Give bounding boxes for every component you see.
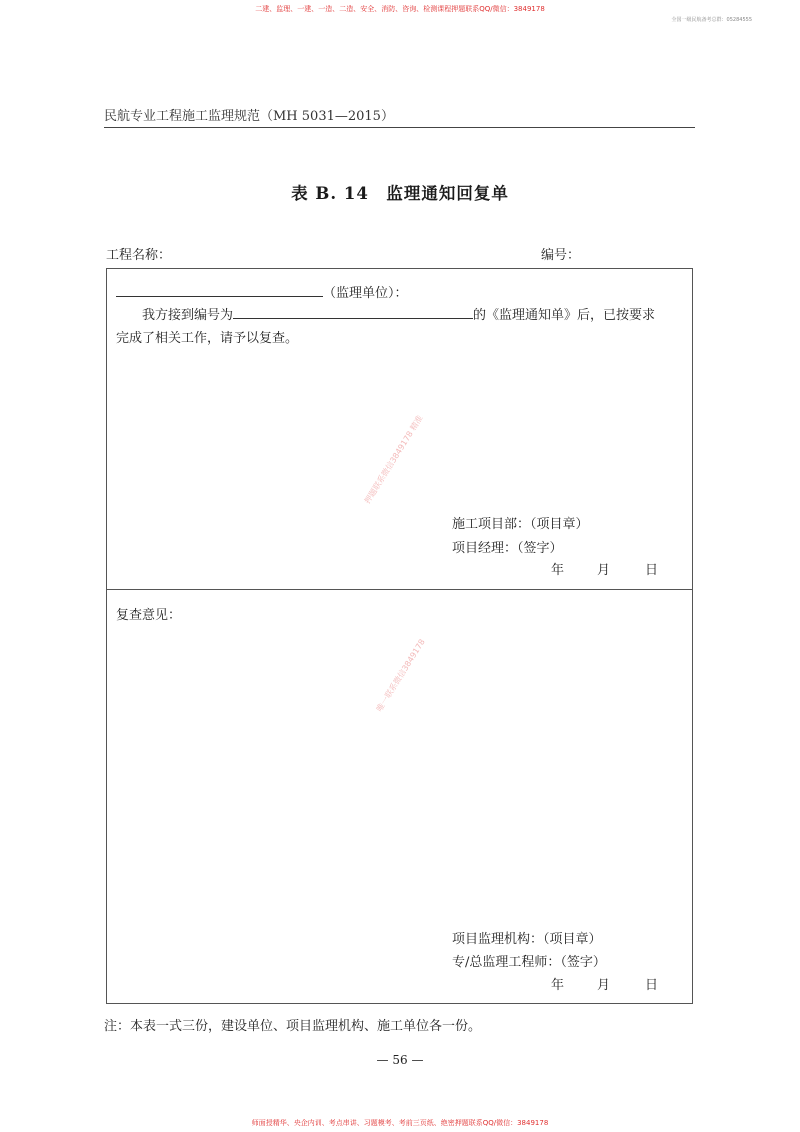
date-month: 月 (597, 563, 611, 578)
page-number: — 56 — (376, 1053, 424, 1067)
watermark-text-1: 押题联系微信3849178 精准 (362, 413, 425, 506)
promo-top-text: 二建、监理、一建、一造、二造、安全、消防、咨询、检测课程押题联系QQ/微信：3849178 (255, 5, 545, 13)
addressee-line (116, 282, 408, 301)
table-note: 注：本表一式三份，建设单位、项目监理机构、施工单位各一份。 (104, 1019, 482, 1034)
table-title: 表 B. 14 监理通知回复单 (291, 184, 509, 203)
promo-bottom-text: 师面授精华、央企内训、考点串讲、习题模考、考前三页纸、绝密押题联系QQ/微信：3849178 (251, 1119, 549, 1127)
running-header-title: 民航专业工程施工监理规范（MH 5031—2015） (104, 109, 394, 124)
notice-sentence-line2: 完成了相关工作，请予以复查。 (116, 331, 299, 346)
sign-construction-dept: 施工项目部：（项目章） (452, 517, 589, 532)
date-day: 日 (645, 978, 659, 993)
reply-form-box (106, 268, 693, 1004)
addressee-suffix: （监理单位）： (323, 286, 408, 301)
review-opinion-label: 复查意见： (116, 608, 182, 623)
notice-number-blank[interactable] (233, 306, 473, 319)
sign-chief-engineer: 专/总监理工程师：（签字） (452, 955, 606, 970)
notice-prefix: 我方接到编号为 (142, 308, 234, 323)
date-month: 月 (597, 978, 611, 993)
header-rule (104, 127, 695, 128)
addressee-blank[interactable] (116, 284, 323, 297)
date-year: 年 (551, 563, 565, 578)
date-year: 年 (551, 978, 565, 993)
section-divider (106, 589, 693, 590)
notice-suffix: 的《监理通知单》后，已按要求 (473, 308, 656, 323)
number-label: 编号： (541, 248, 581, 263)
project-name-label: 工程名称： (106, 248, 172, 263)
sign-supervision-org: 项目监理机构：（项目章） (452, 932, 602, 947)
notice-sentence-line1 (142, 304, 655, 323)
sign-project-manager: 项目经理：（签字） (452, 541, 563, 556)
date-day: 日 (645, 563, 659, 578)
promo-top-right-text: 全国一级民航备考总群：05284555 (671, 17, 752, 23)
watermark-text-2: 唯一联系微信3849178 (374, 637, 427, 714)
